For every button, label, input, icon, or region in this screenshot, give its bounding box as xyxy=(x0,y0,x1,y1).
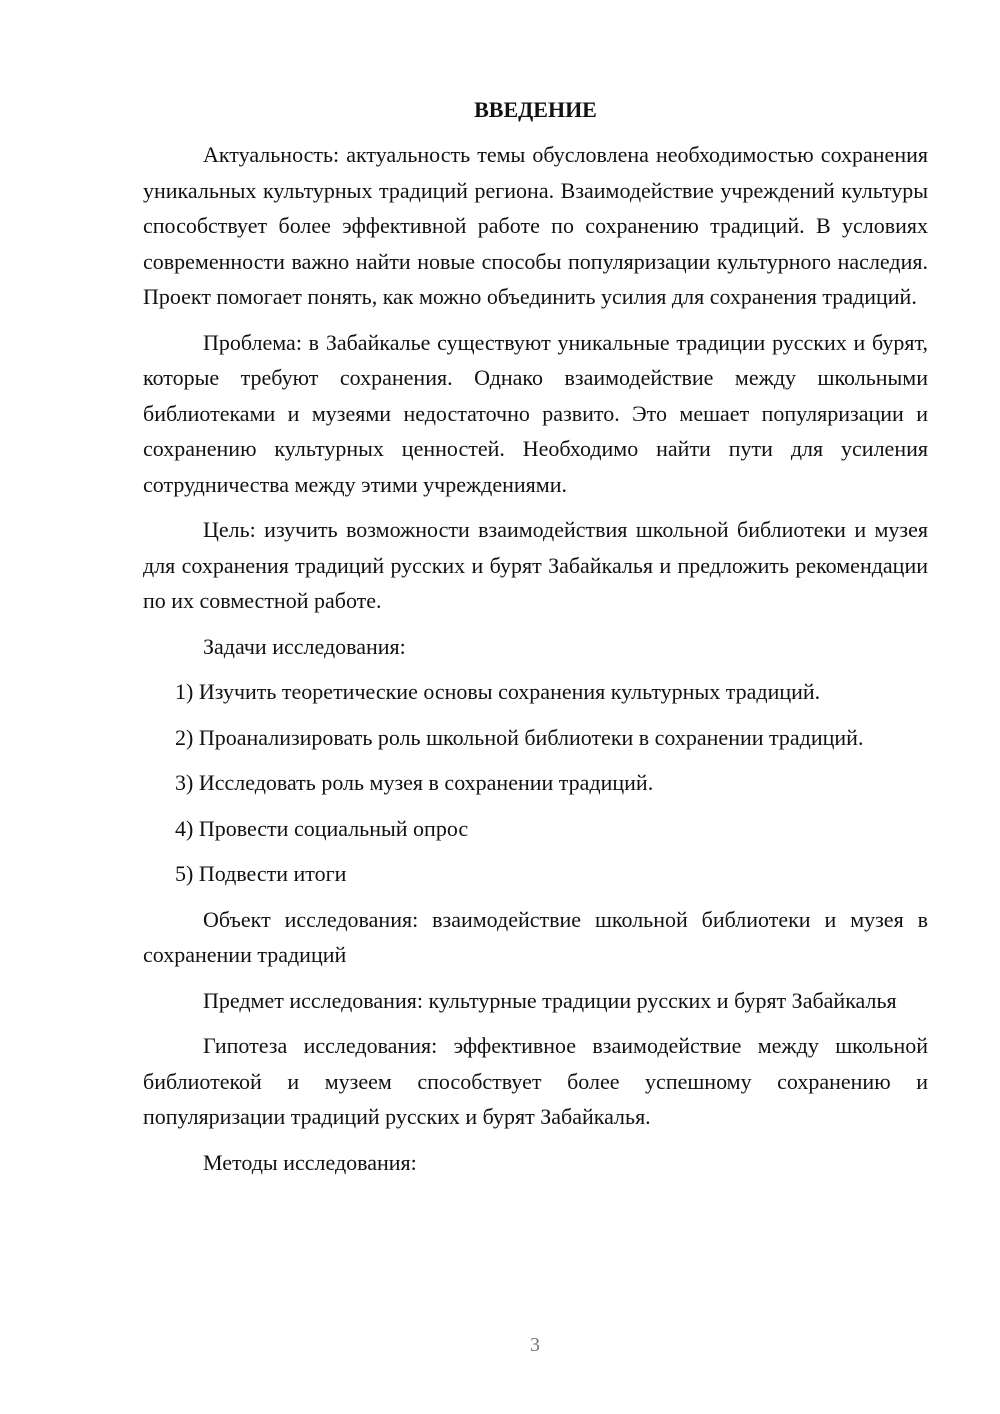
task-item-1: 1) Изучить теоретические основы сохранения культурных традиций. xyxy=(175,679,821,704)
task-item-4: 4) Провести социальный опрос xyxy=(175,815,469,841)
actuality-paragraph: Актуальность: актуальность темы обусловлена необходимостью сохранения уникальных культурных традиций региона. Взаимодействие учреждений культуры способствует более эффективной работе по сохранению традиций. В условиях современности важно найти новые способы популяризации культурного наследия. Проект помогает понять, как можно объединить усилия для сохранения традиций. xyxy=(143,142,928,309)
document-page xyxy=(143,95,928,1190)
problem-paragraph: Проблема: в Забайкалье существуют уникальные традиции русских и бурят, которые требуют сохранения. Однако взаимодействие между школьными библиотеками и музеями недостаточно развито. Это мешает популяризации и сохранению культурных ценностей. Необходимо найти пути для усиления сотрудничества между этими учреждениями. xyxy=(143,329,928,497)
page-number: 3 xyxy=(530,1334,540,1356)
hypothesis-paragraph: Гипотеза исследования: эффективное взаимодействие между школьной библиотекой и музеем способствует более успешному сохранению и популяризации традиций русских и бурят Забайкалья. xyxy=(143,1033,928,1129)
tasks-heading: Задачи исследования: xyxy=(203,633,406,659)
subject-paragraph: Предмет исследования: культурные традиции русских и бурят Забайкалья xyxy=(203,987,897,1013)
page-title: ВВЕДЕНИЕ xyxy=(474,97,597,122)
goal-paragraph: Цель: изучить возможности взаимодействия школьной библиотеки и музея для сохранения традиций русских и бурят Забайкалья и предложить рекомендации по их совместной работе. xyxy=(143,517,928,613)
object-paragraph: Объект исследования: взаимодействие школьной библиотеки и музея в сохранении традиций xyxy=(143,906,928,967)
methods-heading: Методы исследования: xyxy=(203,1149,417,1175)
task-item-3: 3) Исследовать роль музея в сохранении традиций. xyxy=(175,770,654,795)
task-item-5: 5) Подвести итоги xyxy=(175,861,347,886)
task-item-2: 2) Проанализировать роль школьной библиотеки в сохранении традиций. xyxy=(175,724,864,750)
